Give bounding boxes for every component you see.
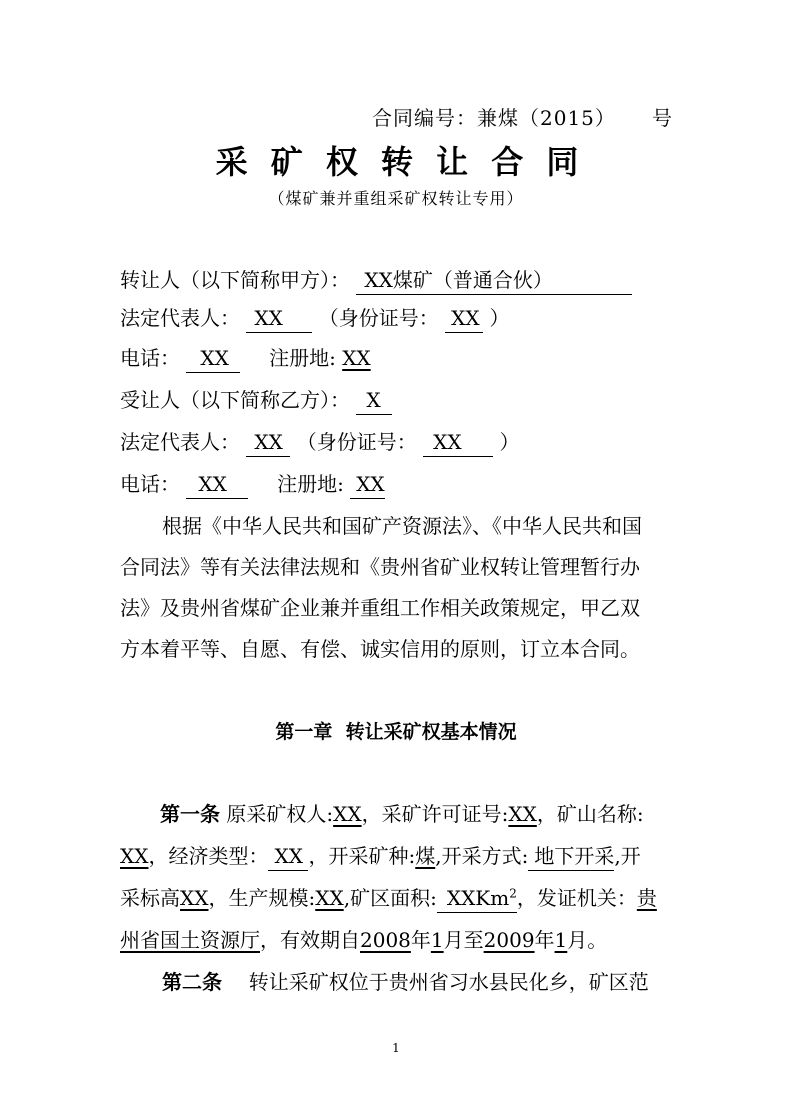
article-1-text: ,开采方式: bbox=[435, 844, 529, 868]
party-a-reg: XX bbox=[342, 346, 371, 370]
article-1-text: ,开 bbox=[614, 844, 641, 868]
party-a-contact-line bbox=[120, 344, 371, 373]
valid-from-year: 2008 bbox=[360, 928, 411, 952]
article-1-text: 月。 bbox=[567, 928, 608, 952]
page-subtitle: （煤矿兼并重组采矿权转让专用） bbox=[268, 189, 524, 208]
mining-area-value: XXKm bbox=[446, 886, 510, 910]
article-1-line-2 bbox=[120, 842, 641, 871]
issuing-authority-a: 贵 bbox=[636, 886, 657, 910]
mining-elevation: XX bbox=[180, 886, 209, 910]
party-b-line bbox=[120, 386, 392, 415]
preamble-line-4: 方本着平等、自愿、有偿、诚实信用的原则，订立本合同。 bbox=[120, 637, 640, 661]
party-a-rep-line bbox=[120, 304, 509, 333]
party-a-rep: XX bbox=[246, 304, 312, 333]
article-1-text: ，采矿许可证号: bbox=[361, 802, 509, 826]
mine-name: XX bbox=[120, 844, 149, 868]
article-1-line-4 bbox=[120, 926, 607, 954]
preamble-line-3: 法》及贵州省煤矿企业兼并重组工作相关政策规定，甲乙双 bbox=[120, 596, 640, 620]
mining-area-unit-sup: 2 bbox=[509, 886, 517, 901]
contract-number bbox=[372, 104, 616, 132]
party-a-phone-label: 电话： bbox=[120, 346, 180, 370]
chapter-1-heading: 第一章 转让采矿权基本情况 bbox=[275, 721, 517, 743]
party-a-rep-label: 法定代表人： bbox=[120, 306, 240, 330]
issuing-authority-b: 州省国土资源厅 bbox=[120, 928, 260, 952]
article-2-text: 转让采矿权位于贵州省习水县民化乡，矿区范 bbox=[248, 970, 649, 994]
valid-from-month: 1 bbox=[430, 928, 444, 952]
article-1-text: ，经济类型： bbox=[148, 844, 269, 868]
party-b-id-label: （身份证号： bbox=[296, 430, 417, 454]
article-1-text: 原采矿权人: bbox=[226, 802, 334, 826]
party-b-id-close: ） bbox=[499, 430, 520, 454]
valid-to-year: 2009 bbox=[483, 928, 535, 952]
contract-number-suffix: 号 bbox=[652, 106, 672, 130]
article-1-line-1 bbox=[160, 800, 644, 828]
party-a-line bbox=[120, 266, 632, 295]
valid-to-month: 1 bbox=[554, 928, 568, 952]
party-b-reg: XX bbox=[350, 470, 384, 499]
article-1-text: ，生产规模: bbox=[208, 886, 316, 910]
preamble-line-1: 根据《中华人民共和国矿产资源法》、《中华人民共和国 bbox=[162, 514, 642, 538]
party-b-name: X bbox=[356, 386, 392, 415]
article-1-text: ,矿区面积: bbox=[343, 886, 437, 910]
mining-area bbox=[437, 884, 517, 913]
article-1-line-3 bbox=[120, 884, 657, 913]
page-title: 采 矿 权 转 让 合 同 bbox=[215, 143, 585, 181]
preamble-line-2: 合同法》等有关法律法规和《贵州省矿业权转让管理暂行办 bbox=[120, 555, 640, 579]
party-a-id: XX bbox=[445, 304, 483, 333]
article-1-text: ，有效期自 bbox=[260, 928, 360, 952]
license-number: XX bbox=[508, 802, 537, 826]
party-b-rep-line bbox=[120, 428, 519, 457]
mineral-type: 煤 bbox=[415, 844, 436, 868]
party-a-reg-label: 注册地: bbox=[269, 346, 336, 370]
page-number: 1 bbox=[392, 1041, 400, 1055]
party-a-label: 转让人（以下简称甲方）： bbox=[120, 268, 350, 292]
party-b-reg-label: 注册地: bbox=[277, 472, 344, 496]
contract-number-label: 合同编号：兼煤（2015） bbox=[372, 106, 616, 130]
party-b-id: XX bbox=[423, 428, 493, 457]
mining-method: 地下开采 bbox=[528, 842, 614, 871]
article-1-text: 年 bbox=[410, 928, 431, 952]
party-a-id-close: ） bbox=[489, 306, 510, 330]
production-scale: XX bbox=[315, 886, 344, 910]
article-1-label: 第一条 bbox=[160, 802, 220, 826]
article-1-text: ，矿山名称: bbox=[536, 802, 644, 826]
article-1-text: 年 bbox=[534, 928, 555, 952]
party-b-phone-label: 电话： bbox=[120, 472, 180, 496]
party-b-rep: XX bbox=[246, 428, 290, 457]
party-a-name: XX煤矿（普通合伙） bbox=[356, 266, 632, 295]
article-2-line-1 bbox=[162, 968, 649, 996]
party-b-label: 受让人（以下简称乙方）： bbox=[120, 388, 350, 412]
party-b-rep-label: 法定代表人： bbox=[120, 430, 240, 454]
original-owner: XX bbox=[333, 802, 362, 826]
article-1-text: 采标高 bbox=[120, 886, 180, 910]
article-2-label: 第二条 bbox=[162, 970, 222, 994]
article-1-text: ，发证机关： bbox=[516, 886, 637, 910]
economic-type: XX bbox=[268, 842, 308, 871]
party-a-id-label: （身份证号： bbox=[318, 306, 439, 330]
article-1-text: 月至 bbox=[443, 928, 484, 952]
party-a-phone: XX bbox=[186, 344, 240, 373]
article-1-text: ，开采矿种: bbox=[308, 844, 416, 868]
party-b-contact-line bbox=[120, 470, 385, 499]
party-b-phone: XX bbox=[186, 470, 248, 499]
